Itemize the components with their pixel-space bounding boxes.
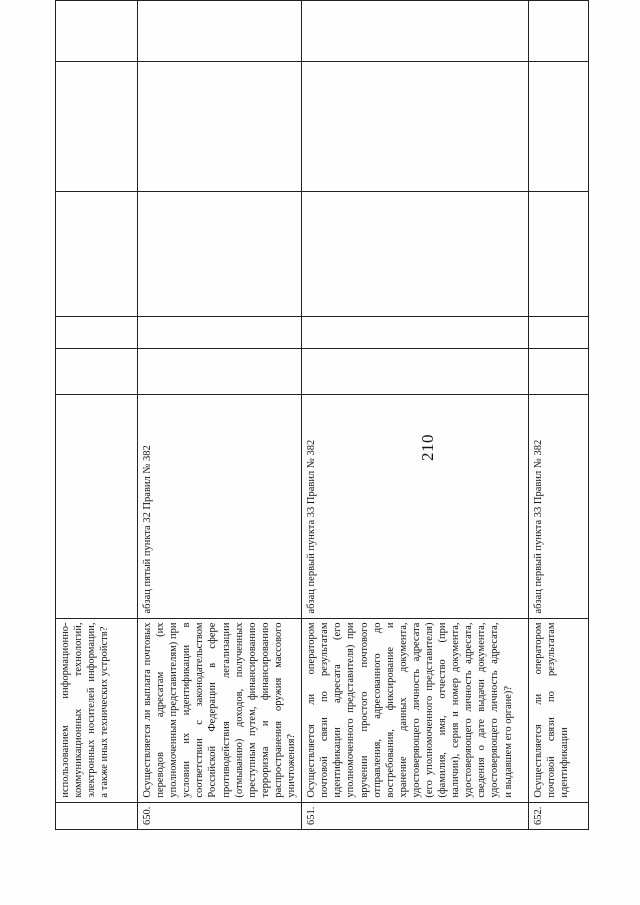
answer-cell <box>56 62 138 192</box>
answer-cell <box>56 192 138 317</box>
question-text: использованием информационно-коммуникационных технологий, электронных носителей информации, а также иных технических устройств? <box>56 618 138 802</box>
answer-cell <box>56 317 138 349</box>
row-number: 652. <box>529 802 589 829</box>
answer-cell <box>529 1 589 62</box>
reference-text <box>56 395 138 618</box>
table-row <box>529 1 589 830</box>
table-row <box>56 1 138 830</box>
answer-cell <box>138 62 302 192</box>
answer-cell <box>302 317 529 349</box>
answer-cell <box>56 1 138 62</box>
answer-cell <box>302 348 529 395</box>
answer-cell <box>138 348 302 395</box>
answer-cell <box>529 348 589 395</box>
question-text: Осуществляется ли оператором почтовой связи по результатам идентификации адресата (его уполномоченного представителя) при вручении простого почтового отправления, адресованного до востребования, фиксирование и хранение данных документа, удостоверяющего личность адресата (его уполномоченного представителя) (фамилия, имя, отчество (при наличии), серия и номер документа, удостоверяющего личность адресата, сведения о дате выдачи документа, удостоверяющего личность адресата, и выдавшем его органе)? <box>302 618 529 802</box>
answer-cell <box>138 317 302 349</box>
answer-cell <box>56 348 138 395</box>
table-row <box>138 1 302 830</box>
question-text: Осуществляется ли оператором почтовой связи по результатам идентификации <box>529 618 589 802</box>
question-text: Осуществляется ли выплата почтовых переводов адресатам (их уполномоченным представителям) при условии их идентификации в соответствии с законодательством Российской Федерации в сфере противодействия легализации (отмыванию) доходов, полученных преступным путем, финансированию терроризма и финансированию распространения оружия массового уничтожения? <box>138 618 302 802</box>
answer-cell <box>529 192 589 317</box>
row-number: 651. <box>302 802 529 829</box>
page-number: 210 <box>418 434 437 461</box>
reference-text: абзац первый пункта 33 Правил № 382 <box>302 395 529 618</box>
answer-cell <box>529 62 589 192</box>
answer-cell <box>302 62 529 192</box>
checklist-table <box>55 0 589 830</box>
row-number <box>56 802 138 829</box>
answer-cell <box>138 1 302 62</box>
reference-text: абзац пятый пункта 32 Правил № 382 <box>138 395 302 618</box>
reference-text: абзац первый пункта 33 Правил № 382 <box>529 395 589 618</box>
answer-cell <box>302 192 529 317</box>
row-number: 650. <box>138 802 302 829</box>
table-row <box>302 1 529 830</box>
answer-cell <box>529 317 589 349</box>
answer-cell <box>302 1 529 62</box>
answer-cell <box>138 192 302 317</box>
